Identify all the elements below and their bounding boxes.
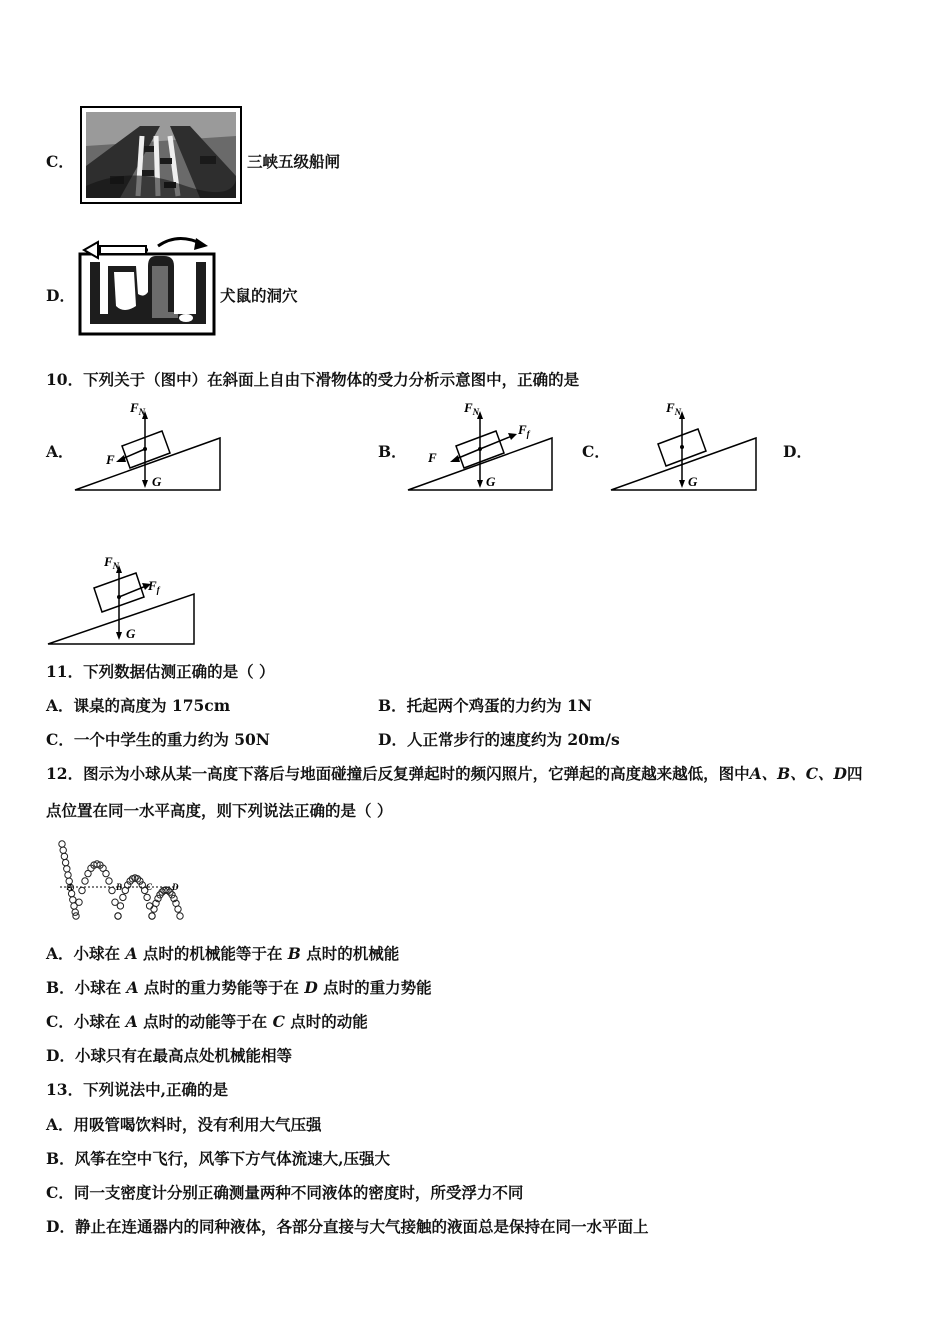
q12-stem-line1 [46, 764, 863, 784]
fig-point-b: B [116, 882, 123, 892]
q12-b-part1: B．小球在 [46, 978, 127, 997]
ball-image [61, 853, 67, 859]
q9-option-d-letter: D． [46, 286, 75, 305]
fig-point-a: A [67, 882, 74, 892]
q12-a-part1: A．小球在 [46, 944, 126, 963]
svg-text:FN: $F_N$ [130, 400, 146, 417]
q12-b-part3: 点时的重力势能 [317, 978, 432, 997]
bouncing-ball-photo [52, 838, 194, 924]
q11-option-d: D．人正常步行的速度约为 20m/s [378, 730, 620, 749]
svg-text:FN: $F_N$ [104, 554, 120, 571]
q12-option-b [46, 978, 432, 998]
svg-text:FN: $F_N$ [666, 400, 682, 417]
q11-option-c: C．一个中学生的重力约为 50N [46, 730, 270, 749]
q13-stem: 13．下列说法中,正确的是 [46, 1080, 228, 1099]
q12-c-var1: A [125, 1012, 138, 1031]
ball-image [106, 878, 112, 884]
ball-image [62, 859, 68, 865]
q12-a-part3: 点时的机械能 [300, 944, 400, 963]
svg-text:G: G [126, 626, 136, 641]
q12-c-part2: 点时的动能等于在 [137, 1012, 273, 1031]
q12-b-var2: D [304, 978, 318, 997]
ball-image [146, 903, 152, 909]
ball-image [60, 847, 66, 853]
q10-diagram-d [44, 552, 200, 648]
q10-stem: 10．下列关于（图中）在斜面上自由下滑物体的受力分析示意图中，正确的是 [46, 370, 580, 389]
svg-text:F: F [428, 450, 437, 465]
q10-option-b-letter: B． [378, 442, 407, 461]
q13-option-b: B．风筝在空中飞行，风筝下方气体流速大,压强大 [46, 1149, 390, 1168]
q12-a-var1: A [125, 944, 138, 963]
svg-text:G: G [152, 474, 162, 489]
q9-option-d-caption: 犬鼠的洞穴 [220, 287, 298, 305]
ball-image [109, 887, 115, 893]
q11-option-a: A．课桌的高度为 175cm [46, 696, 231, 715]
ball-image [70, 897, 76, 903]
ball-image [65, 872, 71, 878]
q12-stem-text: 12．图示为小球从某一高度下落后与地面碰撞后反复弹起时的频闪照片，它弹起的高度越来越低，图中 [46, 764, 750, 783]
q13-option-c: C．同一支密度计分别正确测量两种不同液体的密度时，所受浮力不同 [46, 1183, 524, 1202]
q10-option-d-letter: D． [783, 442, 812, 461]
q12-a-part2: 点时的机械能等于在 [137, 944, 288, 963]
svg-text:F: F [106, 452, 115, 467]
q9-option-c-letter: C． [46, 152, 74, 171]
ball-image [144, 894, 150, 900]
ball-image [149, 913, 155, 919]
fig-point-d: D [172, 882, 179, 892]
q10-diagram-a [70, 398, 230, 494]
ball-image [59, 841, 65, 847]
q12-c-part1: C．小球在 [46, 1012, 126, 1031]
prairie-dog-burrow-figure [78, 232, 218, 336]
q12-b-part2: 点时的重力势能等于在 [138, 978, 305, 997]
q12-option-c [46, 1012, 368, 1032]
q12-stem-line2: 点位置在同一水平高度，则下列说法正确的是（ ） [46, 801, 393, 820]
q10-diagram-c [606, 398, 762, 494]
q12-a-var2: B [287, 944, 301, 963]
q12-stem-suffix: 四 [846, 764, 863, 783]
svg-text:FN: $F_N$ [464, 400, 480, 417]
ship-lock-photo [80, 106, 242, 204]
q10-option-c-letter: C． [582, 442, 610, 461]
q12-option-d: D．小球只有在最高点处机械能相等 [46, 1046, 292, 1065]
q10-diagram-b [400, 398, 560, 494]
ball-image [115, 913, 121, 919]
ball-image [79, 887, 85, 893]
q12-stem-points: A、B、C、D [749, 764, 847, 783]
svg-text:Ff: $F_f$ [518, 422, 530, 439]
q11-stem: 11．下列数据估测正确的是（ ） [46, 662, 275, 681]
q13-option-a: A．用吸管喝饮料时，没有利用大气压强 [46, 1115, 322, 1134]
ball-image [64, 866, 70, 872]
fig-point-c: C [146, 882, 153, 892]
ball-image [103, 870, 109, 876]
q10-option-a-letter: A． [46, 442, 74, 461]
svg-text:Ff: $F_f$ [148, 578, 160, 595]
q12-c-var2: C [272, 1012, 285, 1031]
q11-option-b: B．托起两个鸡蛋的力约为 1N [378, 696, 592, 715]
svg-text:G: G [688, 474, 698, 489]
svg-text:G: G [486, 474, 496, 489]
ball-image [177, 913, 183, 919]
q12-c-part3: 点时的动能 [284, 1012, 368, 1031]
ball-image [76, 899, 82, 905]
ball-trail [59, 841, 183, 919]
q12-b-var1: A [126, 978, 139, 997]
ball-image [73, 913, 79, 919]
q9-option-c-caption: 三峡五级船闸 [247, 153, 341, 171]
ball-image [82, 878, 88, 884]
ball-image [175, 906, 181, 912]
q13-option-d: D．静止在连通器内的同种液体，各部分直接与大气接触的液面总是保持在同一水平面上 [46, 1217, 649, 1236]
ball-image [117, 903, 123, 909]
ball-image [120, 894, 126, 900]
q12-option-a [46, 944, 399, 964]
